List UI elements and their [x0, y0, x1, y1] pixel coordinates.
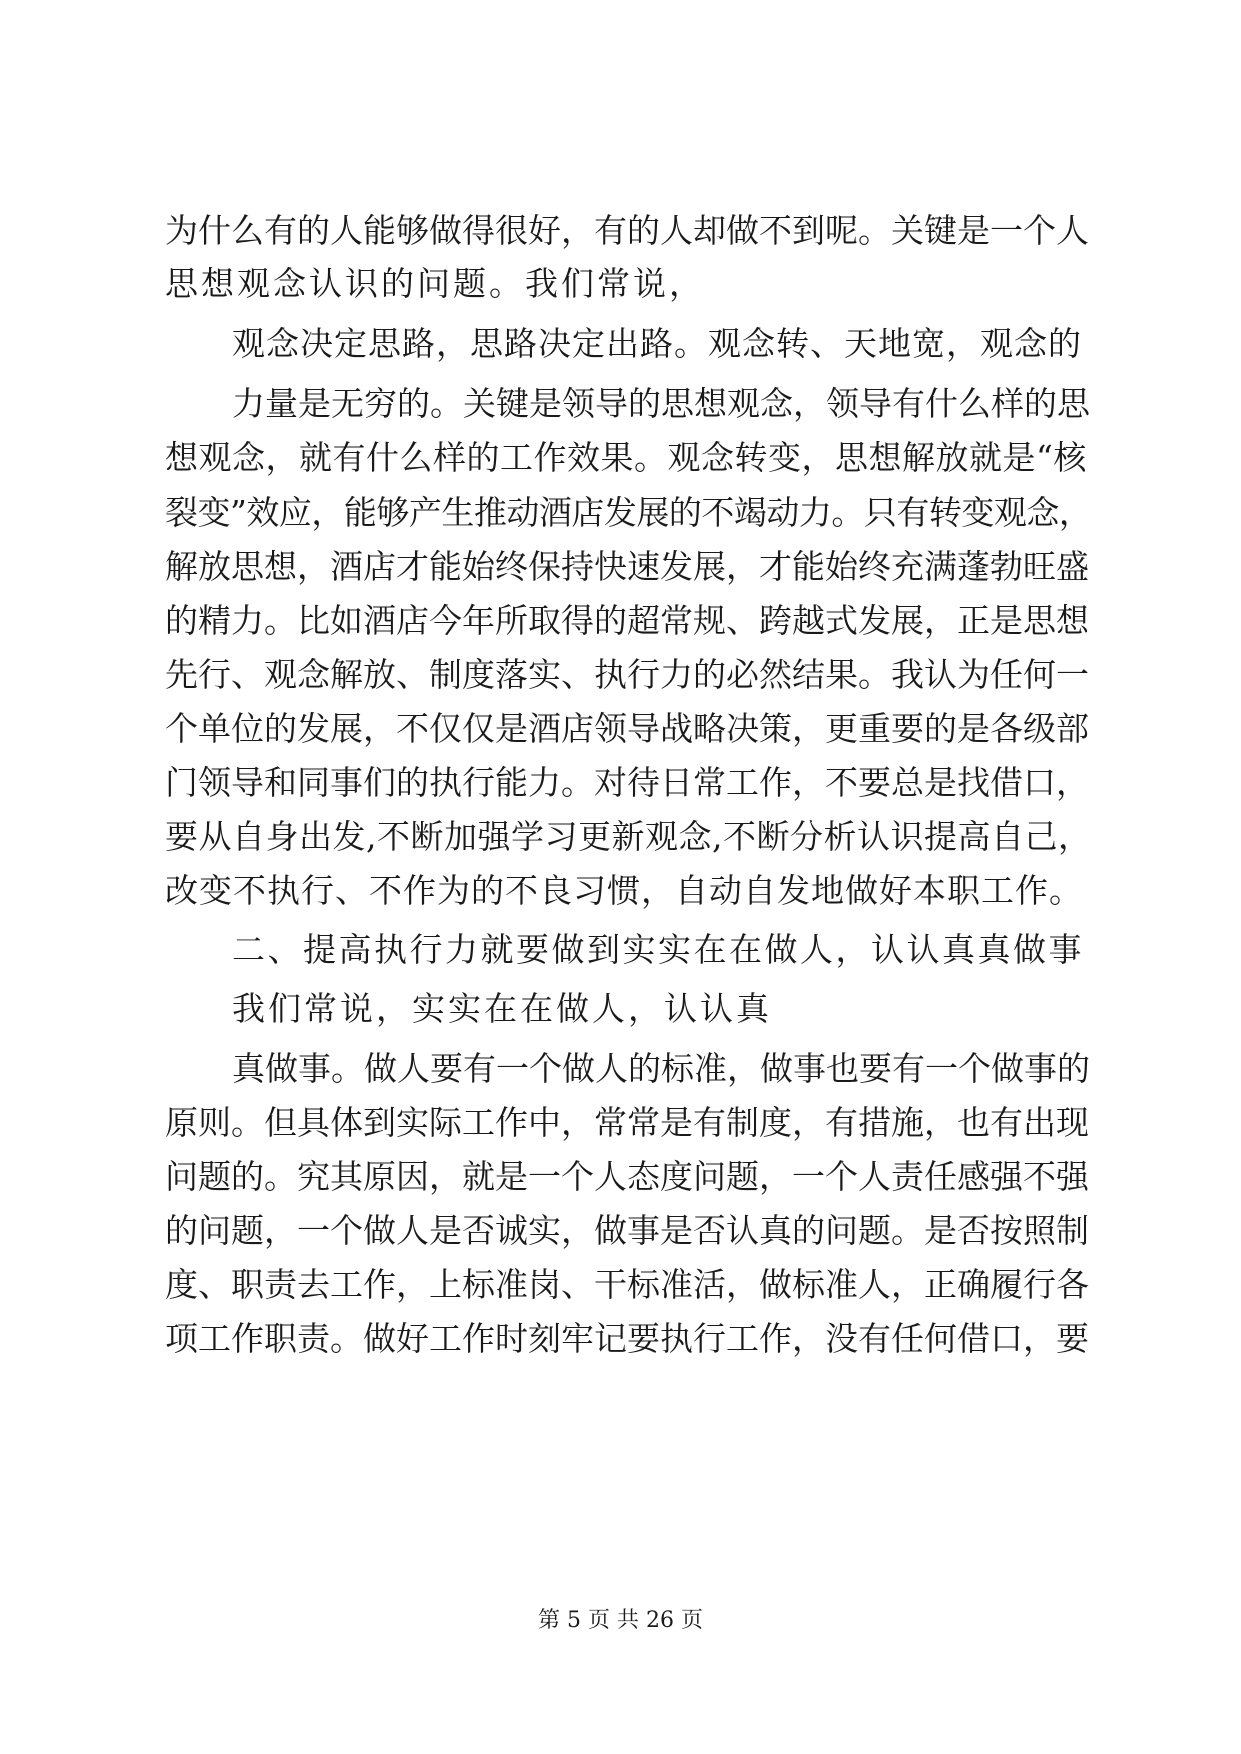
body-line-16: 真做事。做人要有一个做人的标准，做事也要有一个做事的	[232, 1049, 1090, 1088]
body-line-13: 改变不执行、不作为的不良习惯，自动自发地做好本职工作。	[165, 871, 1083, 910]
body-line-5: 想观念，就有什么样的工作效果。观念转变，思想解放就是“核	[165, 438, 1087, 477]
body-line-17: 原则。但具体到实际工作中，常常是有制度，有措施，也有出现	[165, 1103, 1089, 1142]
body-line-21: 项工作职责。做好工作时刻牢记要执行工作，没有任何借口，要	[165, 1319, 1089, 1358]
body-line-6: 裂变”效应，能够产生推动酒店发展的不竭动力。只有转变观念，	[165, 493, 1092, 532]
body-line-19: 的问题，一个做人是否诚实，做事是否认真的问题。是否按照制	[165, 1211, 1089, 1250]
body-line-20: 度、职责去工作，上标准岗、干标准活，做标准人，正确履行各	[165, 1265, 1089, 1304]
body-line-7: 解放思想，酒店才能始终保持快速发展，才能始终充满蓬勃旺盛	[165, 547, 1089, 586]
body-line-9: 先行、观念解放、制度落实、执行力的必然结果。我认为任何一	[165, 655, 1089, 694]
body-line-15: 我们常说，实实在在做人，认认真	[232, 989, 772, 1028]
body-line-8: 的精力。比如酒店今年所取得的超常规、跨越式发展，正是思想	[165, 601, 1089, 640]
body-line-2: 思想观念认识的问题。我们常说，	[165, 264, 705, 303]
body-line-11: 门领导和同事们的执行能力。对待日常工作，不要总是找借口，	[165, 763, 1089, 802]
section-heading: 二、提高执行力就要做到实实在在做人，认认真真做事	[232, 930, 1084, 969]
body-line-10: 个单位的发展，不仅仅是酒店领导战略决策，更重要的是各级部	[165, 709, 1089, 748]
body-line-4: 力量是无穷的。关键是领导的思想观念，领导有什么样的思	[232, 384, 1090, 423]
page-number-footer: 第 5 页 共 26 页	[538, 1608, 703, 1633]
body-line-18: 问题的。究其原因，就是一个人态度问题，一个人责任感强不强	[165, 1157, 1089, 1196]
body-line-12: 要从自身出发,不断加强学习更新观念,不断分析认识提高自己，	[165, 817, 1092, 856]
body-line-1: 为什么有的人能够做得很好，有的人却做不到呢。关键是一个人	[165, 211, 1089, 250]
body-line-3: 观念决定思路，思路决定出路。观念转、天地宽，观念的	[232, 324, 1082, 363]
